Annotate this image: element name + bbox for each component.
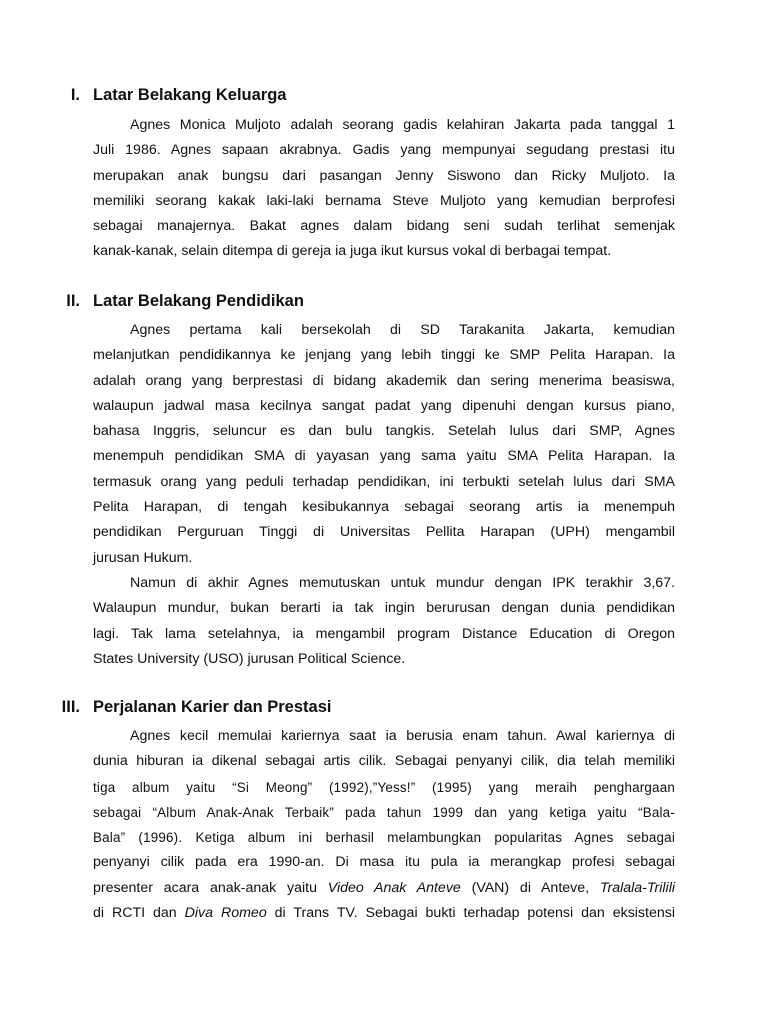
section-3-heading bbox=[0, 698, 768, 722]
text-line: Walaupun mundur, bukan berarti ia tak ingin berurusan dengan dunia pendidikan bbox=[93, 600, 675, 617]
text-line: melanjutkan pendidikannya ke jenjang yang lebih tinggi ke SMP Pelita Harapan. Ia bbox=[93, 347, 675, 364]
text-line-mixed bbox=[93, 901, 675, 926]
text-segment: di Trans TV. Sebagai bukti terhadap potensi dan eksistensi bbox=[266, 905, 675, 922]
text-line: Bala” (1996). Ketiga album ini berhasil melambungkan popularitas Agnes sebagai bbox=[93, 830, 675, 846]
section-1-heading bbox=[0, 86, 768, 110]
text-line: sebagai manajernya. Bakat agnes dalam bidang seni sudah terlihat semenjak bbox=[93, 218, 675, 235]
text-line-mixed bbox=[93, 876, 675, 901]
section-2-heading bbox=[0, 292, 768, 316]
text-line: memiliki seorang kakak laki-laki bernama Steve Muljoto yang kemudian berprofesi bbox=[93, 192, 675, 209]
section-2-number: II. bbox=[66, 292, 80, 310]
text-line: walaupun jadwal masa kecilnya sangat padat yang dipenuhi dengan kursus piano, bbox=[93, 397, 675, 414]
text-line: Agnes Monica Muljoto adalah seorang gadis kelahiran Jakarta pada tanggal 1 bbox=[130, 117, 675, 133]
section-3-number: III. bbox=[61, 698, 80, 716]
text-line: kanak-kanak, selain ditempa di gereja ia juga ikut kursus vokal di berbagai tempat. bbox=[93, 243, 612, 260]
italic-title-tralala: Tralala-Trilili bbox=[599, 879, 675, 896]
text-segment: di RCTI dan bbox=[93, 905, 185, 922]
section-1-title: Latar Belakang Keluarga bbox=[93, 86, 287, 104]
text-line: Juli 1986. Agnes sapaan akrabnya. Gadis yang mempunyai segudang prestasi itu bbox=[93, 142, 675, 159]
text-line: sebagai “Album Anak-Anak Terbaik” pada tahun 1999 dan yang ketiga yaitu “Bala- bbox=[93, 804, 675, 820]
text-segment: (VAN) di Anteve, bbox=[460, 879, 600, 896]
text-segment: presenter acara anak-anak yaitu bbox=[93, 879, 328, 896]
text-line: merupakan anak bungsu dari pasangan Jenny Siswono dan Ricky Muljoto. Ia bbox=[93, 167, 675, 184]
section-3-title: Perjalanan Karier dan Prestasi bbox=[93, 698, 332, 716]
text-line: bahasa Inggris, seluncur es dan bulu tangkis. Setelah lulus dari SMP, Agnes bbox=[93, 423, 675, 440]
section-3-paragraph bbox=[93, 724, 675, 926]
italic-title-van: Video Anak Anteve bbox=[327, 879, 461, 896]
text-line: States University (USO) jurusan Political Science. bbox=[93, 650, 406, 667]
text-line: jurusan Hukum. bbox=[93, 549, 193, 566]
section-1-paragraph bbox=[93, 113, 675, 265]
section-2-paragraph bbox=[93, 318, 675, 672]
text-line: dunia hiburan ia dikenal sebagai artis cilik. Sebagai penyanyi cilik, dia telah memiliki bbox=[93, 753, 675, 770]
section-2-title: Latar Belakang Pendidikan bbox=[93, 292, 304, 310]
text-line: Pelita Harapan, di tengah kesibukannya sebagai seorang artis ia menempuh bbox=[93, 499, 675, 516]
text-line: adalah orang yang berprestasi di bidang akademik dan sering menerima beasiswa, bbox=[93, 372, 675, 389]
italic-title-diva-romeo: Diva Romeo bbox=[184, 905, 267, 922]
text-line: lagi. Tak lama setelahnya, ia mengambil program Distance Education di Oregon bbox=[93, 625, 675, 642]
text-line: menempuh pendidikan SMA di yayasan yang sama yaitu SMA Pelita Harapan. Ia bbox=[93, 448, 675, 465]
text-line: Agnes pertama kali bersekolah di SD Tarakanita Jakarta, kemudian bbox=[130, 322, 675, 338]
text-line: Namun di akhir Agnes memutuskan untuk mundur dengan IPK terakhir 3,67. bbox=[130, 574, 675, 591]
text-line: Agnes kecil memulai kariernya saat ia berusia enam tahun. Awal kariernya di bbox=[130, 728, 675, 744]
text-line: pendidikan Perguruan Tinggi di Universitas Pellita Harapan (UPH) mengambil bbox=[93, 524, 675, 541]
text-line: penyanyi cilik pada era 1990-an. Di masa itu pula ia merangkap profesi sebagai bbox=[93, 854, 675, 871]
text-line: termasuk orang yang peduli terhadap pendidikan, ini terbukti setelah lulus dari SMA bbox=[93, 473, 675, 490]
text-line: tiga album yaitu “Si Meong” (1992),”Yess!” (1995) yang meraih penghargaan bbox=[93, 779, 675, 795]
section-1-number: I. bbox=[70, 86, 80, 104]
